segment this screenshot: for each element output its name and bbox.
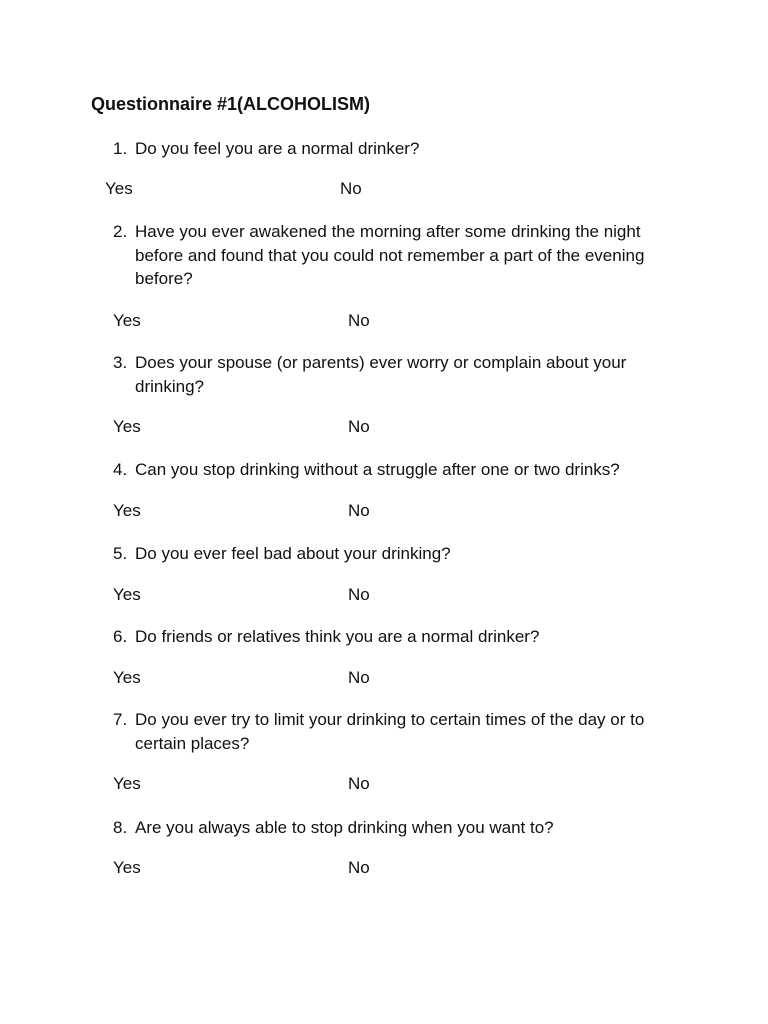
answer-no-8: No (348, 858, 370, 877)
answer-no-2: No (348, 311, 370, 330)
question-number: 3. (113, 353, 128, 372)
question-text: Can you stop drinking without a struggle after one or two drinks? (135, 460, 620, 479)
question-8 (113, 816, 683, 840)
answer-no-6: No (348, 668, 370, 687)
question-2 (113, 220, 683, 291)
answer-no-7: No (348, 774, 370, 793)
answer-yes-4: Yes (113, 501, 141, 520)
question-text: Do you ever feel bad about your drinking? (135, 544, 451, 563)
question-number: 1. (113, 139, 128, 158)
question-6 (113, 625, 683, 649)
answer-no-3: No (348, 417, 370, 436)
question-number: 5. (113, 544, 128, 563)
question-text: Does your spouse (or parents) ever worry or complain about your drinking? (135, 353, 627, 396)
answer-yes-1: Yes (105, 179, 133, 198)
answer-yes-3: Yes (113, 417, 141, 436)
answer-no-4: No (348, 501, 370, 520)
question-number: 2. (113, 222, 128, 241)
answer-yes-7: Yes (113, 774, 141, 793)
question-text: Have you ever awakened the morning after some drinking the night before and found that you could not remember a part of the evening before? (135, 222, 645, 288)
question-7 (113, 708, 683, 755)
answer-no-5: No (348, 585, 370, 604)
question-3 (113, 351, 683, 398)
question-1 (113, 137, 683, 161)
answer-no-1: No (340, 179, 362, 198)
question-number: 6. (113, 627, 128, 646)
question-text: Do friends or relatives think you are a normal drinker? (135, 627, 540, 646)
answer-yes-5: Yes (113, 585, 141, 604)
document-title: Questionnaire #1(ALCOHOLISM) (91, 94, 371, 114)
question-4 (113, 458, 683, 482)
question-5 (113, 542, 683, 566)
question-number: 4. (113, 460, 128, 479)
answer-yes-6: Yes (113, 668, 141, 687)
answer-yes-2: Yes (113, 311, 141, 330)
answer-yes-8: Yes (113, 858, 141, 877)
question-text: Are you always able to stop drinking when you want to? (135, 818, 554, 837)
question-text: Do you feel you are a normal drinker? (135, 139, 420, 158)
question-number: 8. (113, 818, 128, 837)
question-text: Do you ever try to limit your drinking to certain times of the day or to certain places? (135, 710, 645, 753)
question-number: 7. (113, 710, 128, 729)
